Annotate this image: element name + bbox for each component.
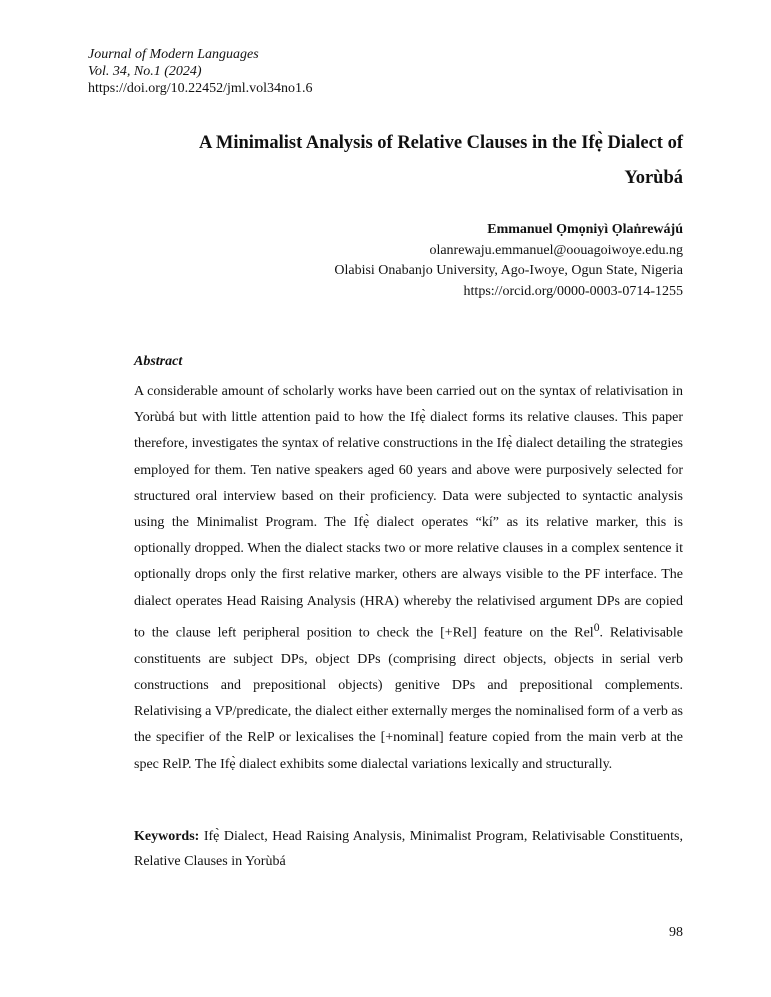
author-affiliation: Olabisi Onabanjo University, Ago-Iwoye, Ogun State, Nigeria (334, 263, 683, 278)
keywords-text: Ifẹ̀ Dialect, Head Raising Analysis, Minimalist Program, Relativisable Constituents, Relative Clauses in Yorùbá (134, 829, 683, 869)
page-number: 98 (669, 925, 683, 940)
keywords-label: Keywords: (134, 829, 200, 844)
author-block (134, 220, 683, 302)
author-orcid[interactable]: https://orcid.org/0000-0003-0714-1255 (463, 283, 683, 299)
doi-link[interactable]: https://doi.org/10.22452/jml.vol34no1.6 (88, 81, 313, 96)
volume-issue: Vol. 34, No.1 (2024) (88, 64, 202, 79)
author-email[interactable]: olanrewaju.emmanuel@oouagoiwoye.edu.ng (429, 242, 683, 258)
abstract-text-part-1: A considerable amount of scholarly works have been carried out on the syntax of relativisation in Yorùbá but with little attention paid to how the Ifẹ̀ dialect forms its relative clauses. This paper therefore, investigates the syntax of relative constructions in the Ifẹ̀ dialect detailing the strategies employed for them. Ten native speakers aged 60 years and above were purposively selected for structured oral interview based on their proficiency. Data were subjected to syntactic analysis using the Minimalist Program. The Ifẹ̀ dialect operates “kí” as its relative marker, this is optionally dropped. When the dialect stacks two or more relative clauses in a complex sentence it optionally drops only the first relative marker, others are always visible to the PF interface. The dialect operates Head Raising Analysis (HRA) whereby the relativised argument DPs are copied to the clause left peripheral position to check the [+Rel] feature on the Rel (134, 384, 683, 641)
paper-title (134, 126, 683, 196)
journal-name: Journal of Modern Languages (88, 47, 259, 62)
author-name: Emmanuel Ọmọniyì Ọlaṅrewájú (487, 222, 683, 237)
title-line-2: Yorùbá (624, 168, 683, 188)
abstract-text-part-2: . Relativisable constituents are subject DPs, object DPs (comprising direct objects, objects in serial verb constructions and prepositional objects) genitive DPs and prepositional complements. Relativising a VP/predicate, the dialect either externally merges the nominalised form of a verb as the specifier of the RelP or lexicalises the [+nominal] feature copied from the main verb at the spec RelP. The Ifẹ̀ dialect exhibits some dialectal variations lexically and structurally. (134, 625, 684, 772)
keywords (134, 825, 683, 874)
abstract-body (134, 379, 683, 778)
abstract-superscript: 0 (593, 620, 600, 634)
journal-header (88, 46, 313, 97)
abstract-heading: Abstract (134, 354, 183, 369)
title-line-1: A Minimalist Analysis of Relative Clauses in the Ifẹ̀ Dialect of (198, 133, 683, 153)
